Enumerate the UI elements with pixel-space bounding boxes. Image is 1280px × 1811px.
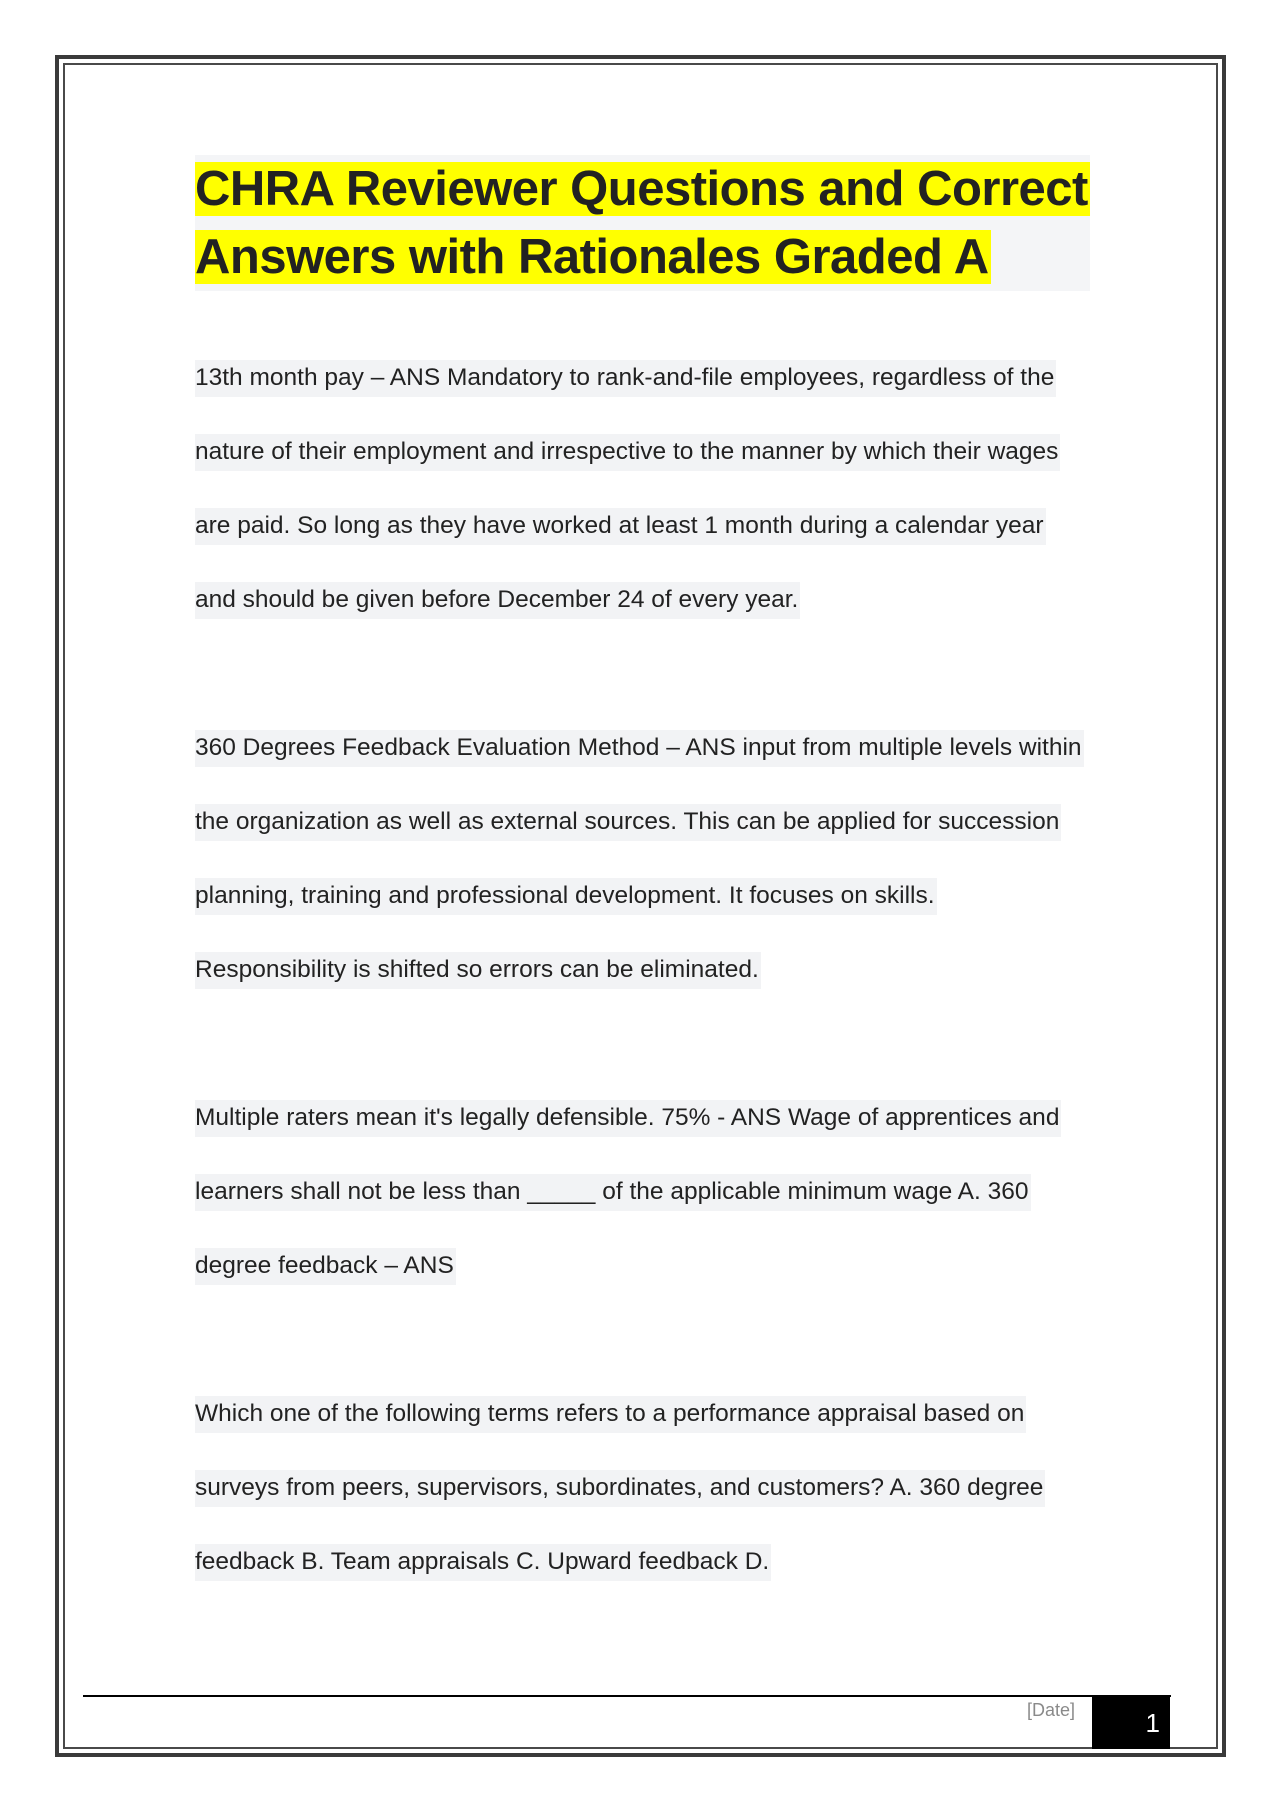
paragraph-spacer (195, 1007, 1090, 1081)
paragraph-spacer (195, 1303, 1090, 1377)
paragraph-text: Which one of the following terms refers to a performance appraisal based on surveys from peers, supervisors, subordinates, and customers? A. 360 degree feedback B. Team appraisals C. Upward feedback D. (195, 1396, 1045, 1581)
paragraph-360-feedback-method (195, 711, 1090, 1007)
document-body (195, 155, 1090, 1599)
footer-rule (83, 1695, 1171, 1697)
paragraph-performance-appraisal-question (195, 1377, 1090, 1599)
footer-date: [Date] (1026, 1700, 1075, 1720)
document-title-text: CHRA Reviewer Questions and Correct Answers with Rationales Graded A (195, 162, 1088, 284)
document-title (195, 155, 1090, 291)
paragraph-text: 13th month pay – ANS Mandatory to rank-and-file employees, regardless of the nature of their employment and irrespective to the manner by which their wages are paid. So long as they have worked at least 1 month during a calendar year and should be given before December 24 of every year. (195, 360, 1060, 619)
paragraph-apprentice-wage (195, 1081, 1090, 1303)
page-number-box (1092, 1697, 1170, 1749)
paragraph-spacer (195, 637, 1090, 711)
page-number: 1 (1145, 1708, 1160, 1738)
paragraph-13th-month-pay (195, 341, 1090, 637)
paragraph-text: Multiple raters mean it's legally defensible. 75% - ANS Wage of apprentices and learners shall not be less than _____ of the applicable minimum wage A. 360 degree feedback – ANS (195, 1100, 1061, 1285)
paragraph-text: 360 Degrees Feedback Evaluation Method – ANS input from multiple levels within the organization as well as external sources. This can be applied for succession planning, training and professional development. It focuses on skills. Responsibility is shifted so errors can be eliminated. (195, 730, 1084, 989)
